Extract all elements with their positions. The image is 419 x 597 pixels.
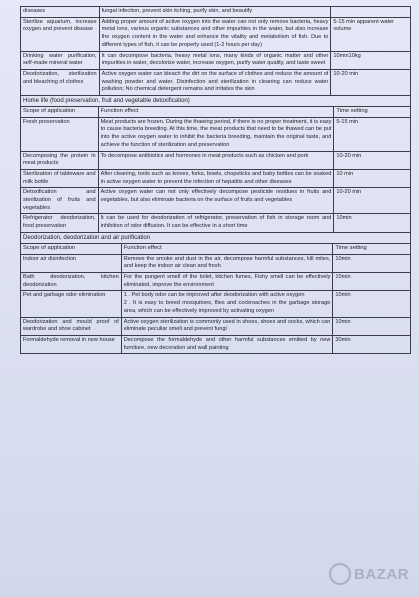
table-row [21,214,411,232]
table-row [21,151,411,169]
table-row [21,291,411,317]
time-cell: 30min [333,335,411,353]
table-row [21,254,411,272]
time-cell [331,7,411,18]
time-cell: 10min [333,272,411,290]
section-title-home-life: Home life (food preservation, fruit and vegetable detoxification) [20,96,411,106]
effect-cell: Remove the smoke and dust in the air, decompose harmful substances, kill mites, and keep the indoor air clean and fresh [121,254,333,272]
column-header: Time setting [333,243,411,254]
time-cell: 5-15 min [334,117,411,151]
table-row [21,51,411,69]
effect-cell: fungal infection, prevent skin itching, purify skin, and beautify [99,7,331,18]
effect-cell: Meat products are frozen. During the thawing period, if there is no proper treatment, it is easy to cause bacteria breeding. At this time, the meat products that need to be thawed can be put into the active oxygen water to inhibit the bacteria breeding, maintain the original taste, and achieve the function of sterilization and preservation [98,117,334,151]
column-header: Scope of application [21,107,99,118]
scope-cell: Indoor air disinfection [21,254,122,272]
table-row [21,69,411,95]
scope-cell: diseases [21,7,100,18]
scope-cell: Pet and garbage odor elimination [21,291,122,317]
scope-cell: Sterilize aquarium, increase oxygen and prevent disease [21,17,100,51]
scope-cell: Bath deodorization, kitchen deodorization [21,272,122,290]
section-title-deodorization: Deodorization, deodorization and air purification [20,233,411,243]
time-cell: 10-20 min [334,188,411,214]
table-general-uses [20,6,411,96]
table-row [21,169,411,187]
scope-cell: Drinking water purification, self-made mineral water [21,51,100,69]
column-header: Function effect [121,243,333,254]
header-row [21,107,411,118]
time-cell: 10min [333,317,411,335]
time-cell: 10-20 min [334,151,411,169]
table-body [21,7,411,96]
table-row [21,17,411,51]
column-header: Function effect [98,107,334,118]
watermark-logo-icon [329,563,351,585]
effect-cell: It can decompose bacteria, heavy metal ions, many kinds of organic matter and other impurities in water, decolorize water, increase oxygen, purify water quality, and taste sweet [99,51,331,69]
effect-cell: For the pungent smell of the toilet, kitchen fumes, Fishy smell can be effectively eliminated, improve the environment [121,272,333,290]
scope-cell: Formaldehyde removal in new house [21,335,122,353]
time-cell: 10min [333,291,411,317]
effect-cell: To decompose antibiotics and hormones in meat products such as chicken and pork [98,151,334,169]
table-body [21,243,411,353]
effect-cell: Decompose the formaldehyde and other harmful substances emitted by new furniture, new decoration and wall painting [121,335,333,353]
effect-cell: Active oxygen water can not only effectively decompose pesticide residues in fruits and vegetables, but also eliminate bacteria on the surface of fruits and vegetables [98,188,334,214]
scope-cell: Deodorization, sterilization and bleaching of clothes [21,69,100,95]
header-row [21,243,411,254]
time-cell: 5-15 min apparent water volume [331,17,411,51]
time-cell: 10min10kg [331,51,411,69]
table-row [21,272,411,290]
effect-cell: Active oxygen sterilization is commonly used in shoes, shoes and socks, which can eliminate peculiar smell and prevent fungi [121,317,333,335]
scope-cell: Sterilization of tableware and milk bottle [21,169,99,187]
time-cell: 10-20 min [331,69,411,95]
watermark-text: BAZAR [354,565,409,583]
scope-cell: Decomposing the protein in meat products [21,151,99,169]
effect-cell: After cleaning, tools such as knives, forks, bowls, chopsticks and baby bottles can be soaked in active oxygen water to prevent the infection of hepatitis and other diseases [98,169,334,187]
effect-cell: Adding proper amount of active oxygen into the water can not only remove bacteria, heavy metal ions, various organic substances and other impurities in the water, but also increase the oxygen content in the water and enhance the vitality and metabolism of fish. Due to different types of fish, it can be properly used (1-2 hours per day) [99,17,331,51]
effect-cell: It can be used for deodorization of refrigerator, preservation of fish in storage room and inhibition of odor diffusion. It can be effective in a short time [98,214,334,232]
time-cell: 10min [333,254,411,272]
time-cell: 10min [334,214,411,232]
scope-cell: Fresh preservation [21,117,99,151]
watermark [329,563,409,585]
table-deodorization [20,243,411,354]
column-header: Time setting [334,107,411,118]
scope-cell: Detoxification and sterilization of fruits and vegetables [21,188,99,214]
scope-cell: Deodorization and mould proof of wardrobe and shoe cabinet [21,317,122,335]
effect-cell: 1 . Pet body odor can be improved after deodorization with active oxygen 2 . It is easy to breed mosquitoes, flies and cockroaches in the garbage storage area, which can be effectively improved by activating oxygen [121,291,333,317]
table-row [21,335,411,353]
table-row [21,188,411,214]
table-body [21,107,411,233]
time-cell: 10 min [334,169,411,187]
table-row [21,117,411,151]
scope-cell: Refrigerator deodorization, food preservation [21,214,99,232]
table-row [21,317,411,335]
table-home-life [20,106,411,233]
document [20,6,411,354]
table-row [21,7,411,18]
effect-cell: Active oxygen water can bleach the dirt on the surface of clothes and reduce the amount of washing powder and water. Disinfection and sterilization in cleaning can reduce water pollution; No chemical detergent remains and irritates the skin [99,69,331,95]
column-header: Scope of application [21,243,122,254]
